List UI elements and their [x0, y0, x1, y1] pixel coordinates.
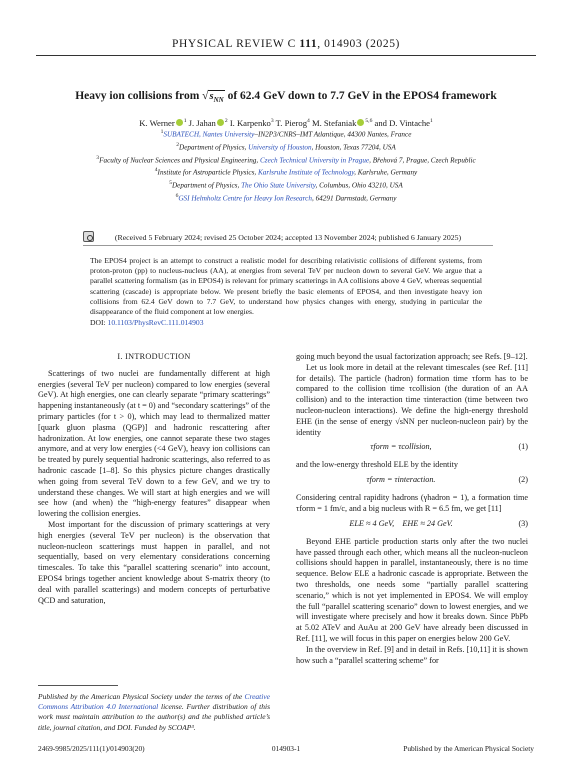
equation-1	[296, 442, 528, 456]
footer-page-number: 014903-1	[271, 744, 301, 753]
affiliation-rest: , 64291 Darmstadt, Germany	[311, 194, 397, 203]
equation-number: (2)	[518, 475, 528, 485]
journal-volume: 111	[299, 38, 318, 50]
affiliation-rest: , Břehová 7, Prague, Czech Republic	[369, 155, 476, 164]
affiliation-rest: –IN2P3/CNRS–IMT Atlantique, 44300 Nantes, France	[254, 130, 412, 139]
author: T. Pierog	[275, 117, 308, 128]
affiliation-pre: Faculty of Nuclear Sciences and Physical Engineering,	[99, 155, 260, 164]
affiliation-link[interactable]: GSI Helmholtz Centre for Heavy Ion Research	[178, 194, 312, 203]
author: K. Werner	[139, 117, 175, 128]
equation-body: ELE ≈ 4 GeV, EHE ≈ 24 GeV.	[349, 518, 453, 528]
orcid-icon[interactable]	[217, 119, 224, 126]
license-link[interactable]: Creative Commons Attribution 4.0 International	[38, 692, 270, 712]
paper-title	[0, 90, 572, 104]
paragraph: Scatterings of two nuclei are fundamentally different at high energies (several TeV per nucleon) compared to low energies (several GeV). At high energies, one can clearly separate “primary scatterings” happening instantaneously (at t = 0) and “secondary scatterings” of the primary particles (for t > 0), which may lead to thermalized matter [quark gluon plasma (QGP)] and hadronic rescattering after hadronization. At low energies, one cannot separate these two stages anymore, and at very low energies (<4 GeV), heavy ion collisions can be treated by purely sequential hadronic scatterings, also referred to as hadronic cascade [1–8]. So this physics picture changes drastically when going from several TeV down to a few GeV, and we try to understand these changes. We will start at high energies and we will see how (and when) the “high-energy features” disappear when lowering the collision energies.	[38, 368, 270, 519]
affiliation-number: 2	[176, 141, 180, 148]
license-text: license. Further distribution of this work must maintain attribution to the author(s) and the published article’s title, journal citation, and DOI. Funded by SCOAP³.	[38, 702, 270, 732]
affiliation	[0, 191, 572, 204]
author-affil-mark[interactable]: 2	[224, 118, 228, 124]
equation-body: τform = τinteraction.	[366, 475, 436, 485]
footer-issn: 2469-9985/2025/111(1)/014903(20)	[38, 744, 145, 753]
affiliation-link[interactable]: Karlsruhe Institute of Technology	[257, 168, 355, 177]
author-affil-mark[interactable]: 4	[307, 118, 310, 124]
affiliation	[0, 140, 572, 153]
sqrt-snn-symbol: $√s_{NN}$	[202, 90, 224, 105]
footer-publisher: Published by the American Physical Society	[403, 744, 534, 753]
publication-dates-row	[83, 233, 493, 242]
affiliation-pre: Institute for Astroparticle Physics,	[157, 168, 258, 177]
affiliation-number: 1	[160, 129, 164, 135]
left-column	[38, 352, 270, 606]
footnote-rule	[38, 685, 118, 686]
journal-name: PHYSICAL REVIEW C	[172, 38, 296, 50]
abstract: The EPOS4 project is an attempt to construct a realistic model for describing relativistic collisions of different systems, from proton-proton (pp) to nucleus-nucleus (AA), at energies from several TeV per nucleon down to several GeV. We argue that a parallel scattering formalism (as in EPOS4) is relevant for primary scatterings in AA collisions above 4 GeV, whereas sequential scattering (cascade) is appropriate below. We present briefly the basic elements of EPOS4, and then investigate heavy ion collisions from 62.4 GeV down to 7.7 GeV, to understand how physics changes with energy, studying in particular the disappearance of the fluid component at low energies.	[90, 256, 482, 317]
affiliation-link[interactable]: The Ohio State University	[241, 181, 316, 190]
affiliation-number: 3	[96, 154, 100, 161]
section-heading: I. INTRODUCTION	[117, 352, 191, 361]
sqrt-arg: s	[209, 91, 214, 102]
paragraph: In the overview in Ref. [9] and in detail in Refs. [10,11] it is shown how such a “parallel scattering scheme” for	[296, 644, 528, 665]
journal-header	[0, 38, 572, 50]
check-for-updates-icon[interactable]	[83, 231, 94, 242]
equation-2	[296, 475, 528, 489]
equation-body: τform = τcollision,	[370, 442, 432, 452]
affiliation	[0, 153, 572, 166]
right-column	[296, 352, 528, 666]
affiliation-link[interactable]: Czech Technical University in Prague	[259, 155, 370, 164]
paragraph: going much beyond the usual factorization approach; see Refs. [9–12].	[296, 352, 528, 361]
orcid-icon[interactable]	[357, 119, 364, 126]
doi-label: DOI:	[90, 318, 108, 327]
license-note	[38, 692, 270, 733]
affiliation-pre: Department of Physics,	[171, 181, 242, 190]
author: I. Karpenko	[229, 117, 271, 128]
header-rule	[36, 55, 536, 56]
paragraph: Most important for the discussion of primary scatterings at very high energies (several TeV per nucleon) is the observation that nucleon-nucleon scatterings must happen in parallel, and not sequentially, based on very elementary considerations concerning timescales. To take this “parallel scattering scenario” into account, EPOS4 brings together ancient knowledge about S-matrix theory (to deal with parallel scatterings) and modern concepts of perturbative QCD and saturation,	[38, 519, 270, 605]
author: J. Jahan	[188, 117, 216, 128]
author-affil-mark[interactable]: 3	[270, 118, 274, 124]
equation-3	[296, 519, 528, 533]
paragraph: Considering central rapidity hadrons (γhadron = 1), a formation time τform = 1 fm/c, and a big nucleus with R = 6.5 fm, we get [11]	[296, 493, 528, 513]
author: M. Stefaniak	[311, 117, 357, 128]
affiliation-list	[0, 127, 572, 204]
orcid-icon[interactable]	[176, 119, 183, 126]
affiliation-rest: , Karlsruhe, Germany	[354, 168, 418, 177]
affiliation-rest: , Columbus, Ohio 43210, USA	[315, 181, 403, 190]
author-affil-mark[interactable]: 1	[183, 118, 187, 124]
author-affil-mark[interactable]: 1	[429, 118, 433, 124]
doi-link[interactable]: 10.1103/PhysRevC.111.014903	[107, 318, 204, 327]
paragraph: and the low-energy threshold ELE by the identity	[296, 460, 458, 470]
affiliation-pre: Department of Physics,	[179, 143, 249, 152]
paragraph: Let us look more in detail at the relevant timescales (see Ref. [11] for details). The particle (hadron) formation time τform has to be compared to the collision time τcollision (the duration of an AA collision) and to the interaction time τinteraction (time between two nucleon-nucleon interactions). We define the high-energy threshold EHE (in the sense of energy √sNN per nucleon-nucleon pair) by the identity	[296, 362, 528, 437]
affiliation-number: 6	[175, 192, 179, 199]
affiliation	[0, 178, 572, 191]
title-text-after: of 62.4 GeV down to 7.7 GeV in the EPOS4 framework	[224, 90, 497, 102]
publication-dates: (Received 5 February 2024; revised 25 October 2024; accepted 13 November 2024; published 6 January 2025)	[114, 233, 462, 242]
dates-divider	[83, 245, 493, 246]
author: and D. Vintache	[374, 117, 430, 128]
affiliation-link[interactable]: University of Houston	[248, 143, 312, 152]
license-text: Published by the American Physical Society under the terms of the	[38, 692, 245, 701]
author-affil-mark[interactable]: 5,6	[365, 118, 373, 124]
affiliation-link[interactable]: SUBATECH, Nantes University	[163, 130, 255, 139]
sqrt-sub: NN	[213, 96, 224, 105]
doi-line	[90, 318, 204, 327]
affiliation	[0, 165, 572, 178]
equation-number: (3)	[518, 518, 528, 528]
title-text-before: Heavy ion collisions from	[75, 90, 203, 102]
paragraph: Beyond EHE particle production starts only after the two nuclei have passed through each other, which means all the nucleon-nucleon collisions should happen in parallel, instantaneously, there is no time sequence. Below ELE a hadronic cascade is appropriate. Between the two thresholds, one needs some “partially parallel scattering scenario,” which is not yet implemented in EPOS4. We will employ the full “parallel scattering scenario” down to lowest energies, and we will investigate where precisely and how it breaks down. Since PbPb at 5.02 ATeV and AuAu at 200 GeV have already been discussed in Ref. [11], we will focus in this paper on energies below 200 GeV.	[296, 536, 528, 643]
affiliation	[0, 127, 572, 140]
equation-number: (1)	[518, 442, 528, 452]
article-number-year: , 014903 (2025)	[317, 38, 400, 50]
affiliation-number: 5	[169, 180, 172, 187]
affiliation-number: 4	[154, 167, 158, 174]
affiliation-rest: , Houston, Texas 77204, USA	[311, 143, 396, 152]
